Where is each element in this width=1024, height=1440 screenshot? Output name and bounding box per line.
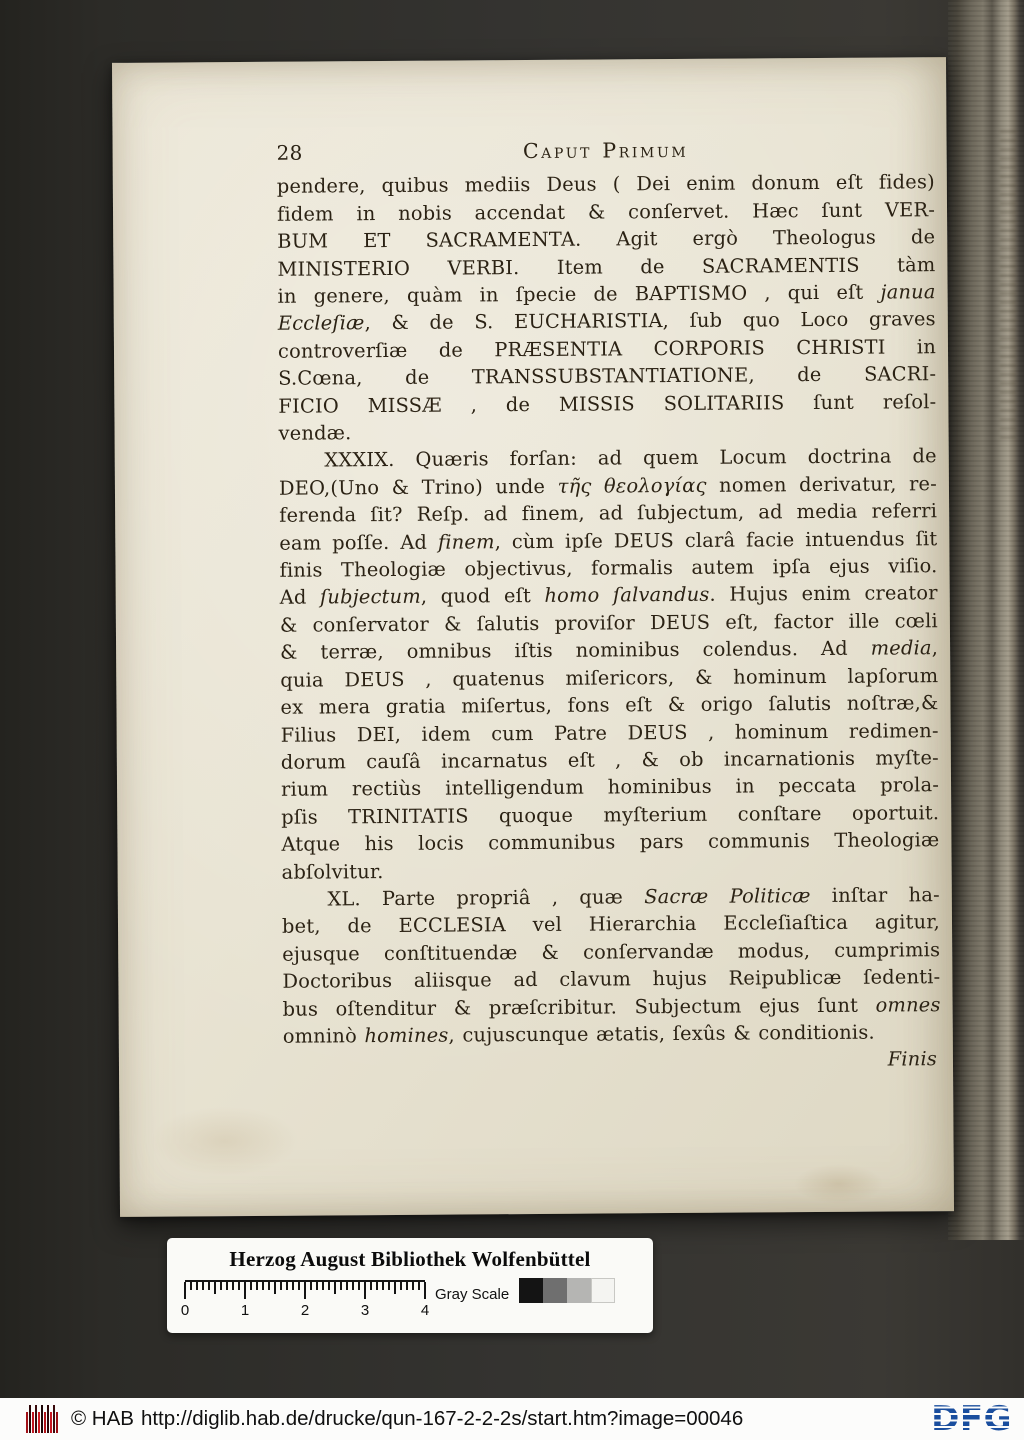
text-line: pſis TRINITATIS quoque myſterium conſtare oportuit.: [281, 800, 940, 829]
text-line: in genere, quàm in ſpecie de BAPTISMO , qui eſt janua: [277, 280, 936, 308]
calibration-stripe: [50, 1412, 52, 1433]
page-header: [277, 135, 935, 167]
footer-strip: [0, 1398, 1024, 1440]
facing-page-ghost-text: [1000, 130, 1016, 440]
ruler-number: 0: [180, 1302, 190, 1319]
ruler-tick: [184, 1282, 186, 1299]
text-line: DEO,(Uno & Trino) unde τῆς θεολογίας nomen derivatur, re-: [278, 472, 938, 500]
text-line: & conſervator & ſalutis proviſor DEUS eſt, factor ille cœli: [279, 609, 938, 637]
text-line: ejusque conſtituendæ & conſervandæ modus, cumprimis: [282, 937, 941, 966]
text-line: Atque his locis communibus pars communis Theologiæ: [281, 828, 940, 856]
ruler-tick: [394, 1282, 396, 1294]
text-line: omninò homines, cujuscunque ætatis, ſexûs & conditionis.: [282, 1020, 875, 1048]
ruler-tick: [376, 1282, 378, 1290]
ruler-tick: [424, 1282, 426, 1299]
ruler-tick: [226, 1282, 228, 1290]
calibration-stripe: [53, 1405, 55, 1433]
text-line: fidem in nobis accendat & conſervet. Hæc ſunt VER-: [276, 197, 936, 226]
ruler-tick: [364, 1282, 366, 1299]
ruler-tick: [250, 1282, 252, 1290]
ruler-tick: [322, 1282, 324, 1290]
ruler-tick: [190, 1282, 192, 1290]
ruler-tick: [352, 1282, 354, 1290]
calibration-stripe: [29, 1405, 31, 1433]
body-lines: [277, 169, 941, 1051]
ruler-tick: [412, 1282, 414, 1290]
gray-scale-swatch: [519, 1278, 543, 1303]
gray-scale-label: Gray Scale: [435, 1286, 510, 1303]
text-line: dorum cauſâ incarnatus eſt , & ob incarnationis myſte-: [280, 746, 939, 774]
ruler-tick: [238, 1282, 240, 1290]
ruler-tick: [262, 1282, 264, 1290]
ruler-tick: [310, 1282, 312, 1290]
ruler-tick: [292, 1282, 294, 1290]
ruler-number: 1: [240, 1302, 250, 1319]
ruler-tick: [274, 1282, 276, 1294]
ruler-tick: [316, 1282, 318, 1290]
calibration-stripe: [44, 1412, 46, 1433]
ruler-tick: [304, 1282, 306, 1299]
ruler-tick: [358, 1282, 360, 1290]
ruler-tick: [400, 1282, 402, 1290]
ruler-tick: [220, 1282, 222, 1290]
ruler-tick: [418, 1282, 420, 1290]
text-line: abſolvitur.: [281, 859, 384, 884]
ruler-tick: [280, 1282, 282, 1290]
calibration-stripe: [41, 1405, 43, 1433]
page-number: 28: [276, 140, 303, 165]
calibration-ruler-card: [167, 1238, 653, 1333]
text-line: bus oſtenditur & præſcribitur. Subjectum ejus ſunt omnes: [282, 992, 941, 1021]
finis-label: Finis: [887, 1047, 938, 1071]
text-line: ferenda ſit? Reſp. ad finem, ad ſubjectum, ad media referri: [279, 499, 938, 528]
ruler-tick: [286, 1282, 288, 1290]
text-line: Eccleſiæ, & de S. EUCHARISTIA, ſub quo Loco graves: [277, 307, 936, 336]
text-line: S.Cœna, de TRANSSUBSTANTIATIONE, de SACRI-: [278, 362, 937, 391]
calibration-stripe: [32, 1412, 34, 1433]
gray-scale-swatch: [567, 1278, 591, 1303]
copyright-label: © HAB: [71, 1407, 134, 1430]
ruler-number: 2: [300, 1302, 310, 1319]
library-name: Herzog August Bibliothek Wolfenbüttel: [229, 1247, 591, 1271]
ruler-tick: [244, 1282, 246, 1299]
text-line: MINISTERIO VERBI. Item de SACRAMENTIS tàm: [277, 252, 936, 281]
text-line: pendere, quibus mediis Deus ( Dei enim donum eſt fides): [276, 170, 935, 199]
text-line: Filius DEI, idem cum Patre DEUS , hominum redimen-: [280, 718, 939, 747]
ruler-number: 4: [420, 1302, 430, 1319]
text-line: controverſiæ de PRÆSENTIA CORPORIS CHRISTI in: [277, 335, 937, 363]
text-line: eam poſſe. Ad finem, cùm ipſe DEUS clarâ facie intuendus ſit: [279, 526, 938, 555]
text-line: ex mera gratia miſertus, fons eſt & origo ſalutis noſtræ,&: [280, 691, 939, 719]
ruler-tick: [328, 1282, 330, 1290]
paper-stain: [794, 1164, 884, 1205]
gray-scale-swatch: [543, 1278, 567, 1303]
text-line: BUM ET SACRAMENTA. Agit ergò Theologus de: [277, 225, 936, 253]
paper-stain: [149, 1106, 299, 1177]
text-line: vendæ.: [278, 421, 352, 445]
page-text: [277, 135, 942, 1077]
footer-citation: [71, 1407, 743, 1431]
text-line: bet, de ECCLESIA vel Hierarchia Eccleſiaſtica agitur,: [281, 910, 941, 939]
ruler-scale: [180, 1280, 430, 1326]
ruler-tick: [370, 1282, 372, 1290]
text-line: quia DEUS , quatenus miſericors, & hominum lapſorum: [280, 663, 939, 692]
calibration-stripe: [35, 1405, 37, 1433]
ruler-tick: [334, 1282, 336, 1294]
text-line: XXXIX. Quæris forſan: ad quem Locum doctrina de: [324, 444, 937, 472]
text-line: FICIO MISSÆ , de MISSIS SOLITARIIS ſunt reſol-: [278, 389, 937, 418]
text-line: Ad ſubjectum, quod eſt homo ſalvandus. Hujus enim creator: [279, 581, 938, 610]
running-title: Caput Primum: [522, 137, 689, 164]
ruler-tick: [208, 1282, 210, 1290]
calibration-stripe: [47, 1405, 49, 1433]
gray-scale-swatches: [519, 1278, 615, 1303]
ruler-tick: [232, 1282, 234, 1290]
gray-scale-swatch: [591, 1278, 615, 1303]
ruler-tick: [406, 1282, 408, 1290]
ruler-tick: [202, 1282, 204, 1290]
text-line: rium rectiùs intelligendum hominibus in peccata prola-: [280, 773, 940, 802]
book-page: [112, 57, 954, 1217]
ruler-tick: [340, 1282, 342, 1290]
color-calibration-mark: [26, 1405, 59, 1433]
calibration-stripe: [38, 1412, 40, 1433]
ruler-tick: [346, 1282, 348, 1290]
calibration-stripe: [26, 1412, 28, 1433]
text-line: Doctoribus aliisque ad clavum hujus Reipublicæ ſedenti-: [282, 965, 941, 993]
footer-url: http://diglib.hab.de/drucke/qun-167-2-2-2s/start.htm?image=00046: [140, 1407, 744, 1430]
ruler-tick: [382, 1282, 384, 1290]
ruler-tick: [298, 1282, 300, 1290]
ruler-tick: [268, 1282, 270, 1290]
ruler-tick: [388, 1282, 390, 1290]
ruler-tick: [214, 1282, 216, 1294]
ruler-number: 3: [360, 1302, 370, 1319]
text-line: XL. Parte propriâ , quæ Sacræ Politicæ inſtar ha-: [327, 883, 940, 911]
ruler-tick: [196, 1282, 198, 1290]
calibration-stripe: [56, 1412, 58, 1433]
dfg-logo: DFG: [931, 1399, 1012, 1439]
ruler-tick: [256, 1282, 258, 1290]
text-line: & terræ, omnibus iſtis nominibus colendus. Ad media,: [280, 636, 939, 665]
text-line: finis Theologiæ objectivus, formalis autem ipſa ejus viſio.: [279, 554, 938, 582]
